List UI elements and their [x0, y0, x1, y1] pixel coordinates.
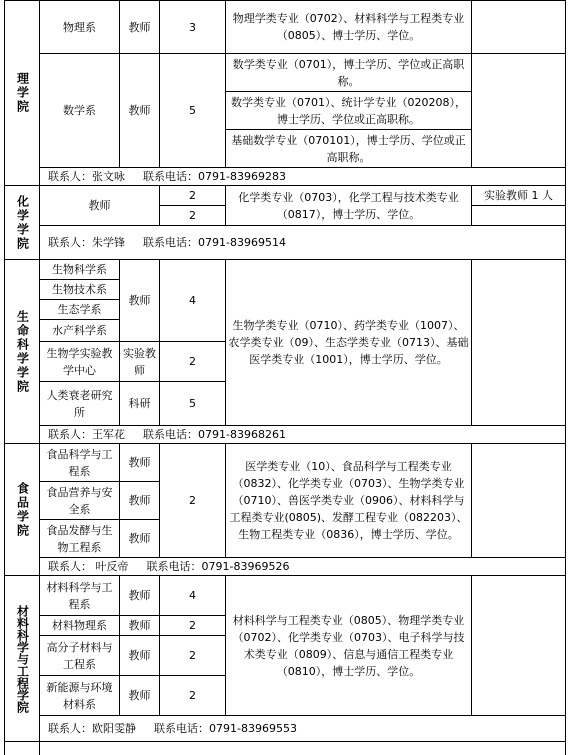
req-math-2: 数学类专业（0701）、统计学专业（020208），博士学历、学位或正高职称。	[226, 92, 472, 130]
req-physics: 物理学类专业（0702）、材料科学与工程类专业（0805）、博士学历、学位。	[226, 0, 472, 54]
note-chemistry-empty	[472, 206, 566, 226]
contact-row-materials	[40, 716, 566, 742]
next-college-cell	[4, 742, 40, 755]
dept-life-lab: 生物学实验教学中心	[40, 342, 120, 382]
contact-phone: 联系电话：0791-83969283	[143, 170, 286, 183]
post-math: 教师	[120, 54, 160, 168]
post-food-2: 教师	[120, 482, 160, 520]
contact-phone: 联系电话：0791-83968261	[143, 428, 286, 441]
note-physics	[472, 0, 566, 54]
college-name-materials: 材料科学与工程学院	[4, 576, 40, 742]
next-row-cell	[40, 742, 566, 755]
num-life-research: 5	[160, 382, 226, 426]
note-life	[472, 260, 566, 426]
num-life-teacher: 4	[160, 260, 226, 342]
post-materials-2: 教师	[120, 616, 160, 636]
req-math-1: 数学类专业（0701），博士学历、学位或正高职称。	[226, 54, 472, 92]
dept-materials-2: 材料物理系	[40, 616, 120, 636]
num-materials-2: 2	[160, 616, 226, 636]
post-materials-4: 教师	[120, 676, 160, 716]
req-food: 医学类专业（10）、食品科学与工程类专业（0832）、化学类专业（0703）、生物学类专业（0710）、兽医学类专业（0906）、材料科学与工程类专业(0805)、发酵工程专业（082203）、生物工程类专业（0836），博士学历、学位。	[226, 444, 472, 558]
post-life-lab: 实验教师	[120, 342, 160, 382]
post-materials-1: 教师	[120, 576, 160, 616]
contact-person: 联系人：欧阳雯静	[48, 722, 136, 735]
note-math	[472, 54, 566, 168]
req-chemistry: 化学类专业（0703），化学工程与技术类专业（0817），博士学历、学位。	[226, 186, 472, 226]
contact-row-life	[40, 426, 566, 444]
num-food: 2	[160, 444, 226, 558]
post-materials-3: 教师	[120, 636, 160, 676]
contact-row-science	[40, 168, 566, 186]
contact-phone: 联系电话：0791-83969553	[154, 722, 297, 735]
contact-phone: 联系电话：0791-83969514	[143, 236, 286, 249]
note-materials	[472, 576, 566, 716]
post-food-3: 教师	[120, 520, 160, 558]
dept-life-4: 水产科学系	[40, 320, 120, 342]
contact-person: 联系人：张文咏	[48, 170, 125, 183]
dept-math: 数学系	[40, 54, 120, 168]
contact-person: 联系人： 叶反帝	[48, 560, 129, 573]
num-life-lab: 2	[160, 342, 226, 382]
college-name-food: 食品学院	[4, 444, 40, 576]
contact-person: 联系人：王军花	[48, 428, 125, 441]
dept-food-2: 食品营养与安全系	[40, 482, 120, 520]
dept-food-1: 食品科学与工程系	[40, 444, 120, 482]
note-food	[472, 444, 566, 558]
contact-phone: 联系电话：0791-83969526	[146, 560, 290, 573]
dept-materials-4: 新能源与环境材料系	[40, 676, 120, 716]
num-chemistry-1: 2	[160, 186, 226, 206]
post-life-research: 科研	[120, 382, 160, 426]
dept-food-3: 食品发酵与生物工程系	[40, 520, 120, 558]
dept-life-1: 生物科学系	[40, 260, 120, 280]
post-food-1: 教师	[120, 444, 160, 482]
college-name-science: 理学院	[4, 0, 40, 186]
num-chemistry-2: 2	[160, 206, 226, 226]
contact-person: 联系人：朱学锋	[48, 236, 125, 249]
dept-life-aging: 人类衰老研究所	[40, 382, 120, 426]
college-name-chemistry: 化学学院	[4, 186, 40, 260]
dept-life-2: 生物技术系	[40, 280, 120, 300]
dept-physics: 物理系	[40, 0, 120, 54]
dept-materials-1: 材料科学与工程系	[40, 576, 120, 616]
post-life-teacher: 教师	[120, 260, 160, 342]
req-math-3: 基础数学专业（070101），博士学历、学位或正高职称。	[226, 130, 472, 168]
num-materials-4: 2	[160, 676, 226, 716]
num-physics: 3	[160, 0, 226, 54]
dept-life-3: 生态学系	[40, 300, 120, 320]
num-materials-3: 2	[160, 636, 226, 676]
post-chemistry: 教师	[40, 186, 160, 226]
contact-row-food	[40, 558, 566, 576]
num-math: 5	[160, 54, 226, 168]
dept-materials-3: 高分子材料与工程系	[40, 636, 120, 676]
note-chemistry: 实验教师 1 人	[472, 186, 566, 206]
num-materials-1: 4	[160, 576, 226, 616]
post-physics: 教师	[120, 0, 160, 54]
req-materials: 材料科学与工程类专业（0805）、物理学类专业（0702）、化学类专业（0703）、电子科学与技术类专业（0809）、信息与通信工程类专业（0810），博士学历、学位。	[226, 576, 472, 716]
contact-row-chemistry	[40, 226, 566, 260]
req-life: 生物学类专业（0710）、药学类专业（1007）、农学类专业（09）、生态学类专业（0713）、基础医学类专业（1001），博士学历、学位。	[226, 260, 472, 426]
college-name-life: 生命科学学院	[4, 260, 40, 444]
